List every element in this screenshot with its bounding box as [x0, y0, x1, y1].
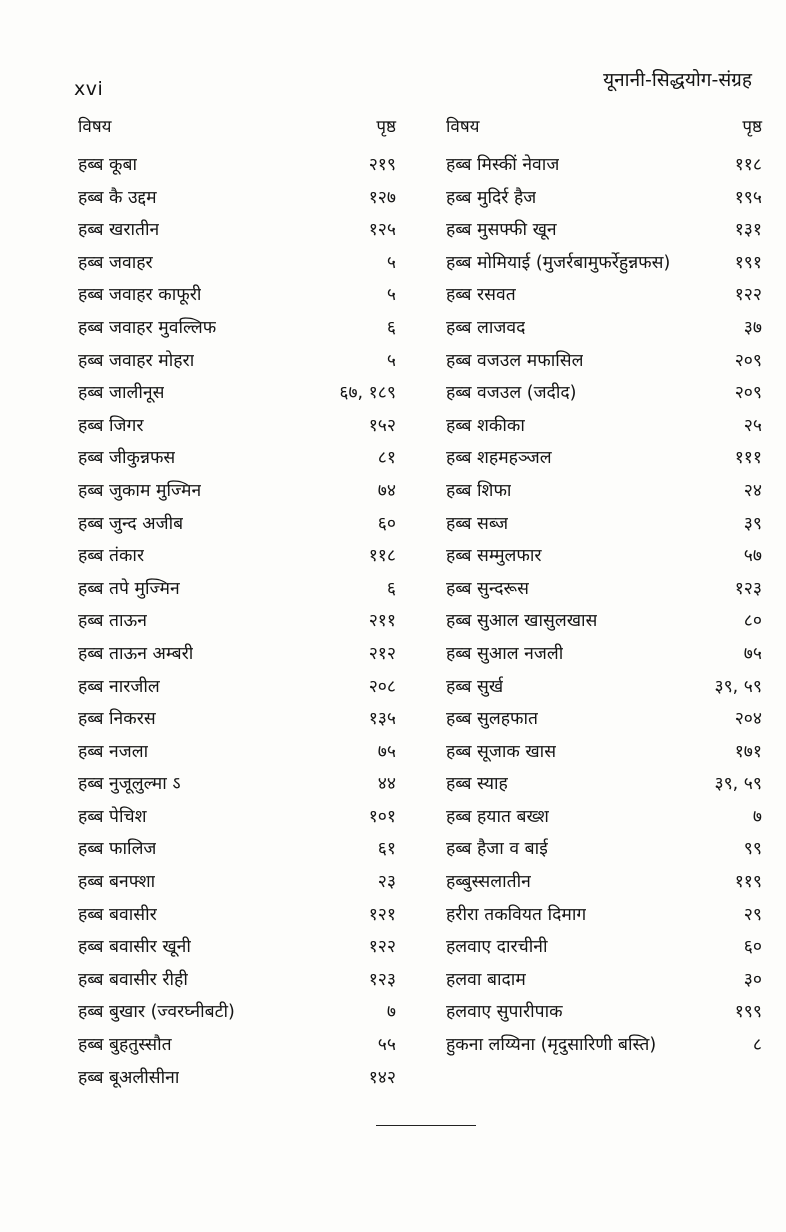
entry-name: हलवा बादाम: [446, 969, 526, 990]
column-header: [78, 114, 396, 152]
index-entry: [78, 674, 396, 707]
entry-page: १९१: [734, 252, 762, 273]
entry-page: ५: [386, 350, 396, 371]
index-entry: [78, 1032, 396, 1065]
entry-page: २०९: [734, 383, 762, 404]
index-entry: [78, 217, 396, 250]
entry-page: ६०: [743, 937, 762, 958]
index-entry: [78, 804, 396, 837]
entry-page: १३५: [368, 709, 396, 730]
entry-page: ३०: [743, 969, 762, 990]
entry-name: हब्ब जिगर: [78, 415, 144, 436]
index-entry: [78, 315, 396, 348]
index-entry: [446, 380, 762, 413]
entry-page: ५७: [743, 546, 762, 567]
entry-name: हब्ब तपे मुज्मिन: [78, 578, 180, 599]
entry-name: हब्ब रसवत: [446, 285, 516, 306]
entry-page: २११: [368, 611, 396, 632]
index-entry: [78, 511, 396, 544]
index-entry: [78, 413, 396, 446]
index-entry: [446, 771, 762, 804]
entry-page: ६१: [377, 839, 396, 860]
index-entry: [446, 576, 762, 609]
entry-page: १२७: [368, 187, 396, 208]
index-entry: [446, 999, 762, 1032]
index-entry: [446, 445, 762, 478]
index-entry: [446, 674, 762, 707]
index-entry: [78, 250, 396, 283]
entry-name: हब्ब मोमियाई (मुजर्रबामुफर्रेहुन्नफस): [446, 252, 671, 273]
entry-name: हलवाए सुपारीपाक: [446, 1002, 563, 1023]
entry-name: हब्ब मिस्कीं नेवाज: [446, 155, 560, 175]
index-entry: [78, 445, 396, 478]
index-entry: [78, 1065, 396, 1098]
index-entry: [78, 543, 396, 576]
entry-page: ११८: [368, 546, 396, 567]
entry-name: हब्ब हैजा व बाई: [446, 839, 548, 860]
index-entry: [78, 282, 396, 315]
entry-name: हुकना लय्यिना (मृदुसारिणी बस्ति): [446, 1035, 657, 1056]
entry-page: २३: [377, 872, 396, 893]
index-entry: [78, 380, 396, 413]
entry-page: ६०: [377, 513, 396, 534]
entry-page: १२२: [368, 937, 396, 958]
entry-name: हब्ब जवाहर मुवल्लिफ: [78, 317, 217, 338]
index-entry: [78, 739, 396, 772]
entry-page: १२१: [368, 904, 396, 925]
entry-page: १७१: [734, 741, 762, 762]
entry-page: १३१: [734, 220, 762, 241]
entry-page: १५२: [368, 415, 396, 436]
index-entry: [78, 771, 396, 804]
index-entry: [446, 869, 762, 902]
entry-page: १९५: [734, 187, 762, 208]
running-head: यूनानी-सिद्धयोग-संग्रह: [603, 69, 752, 91]
index-entry: [446, 152, 762, 185]
entry-name: हब्ब जालीनूस: [78, 383, 165, 404]
index-entry: [446, 641, 762, 674]
index-entry: [446, 706, 762, 739]
entry-name: हब्ब नारजील: [78, 676, 160, 697]
index-entry: [78, 999, 396, 1032]
index-entry: [78, 706, 396, 739]
entry-page: ७४: [377, 480, 396, 501]
index-entry: [78, 576, 396, 609]
entry-name: हब्ब मुसफ्फी खून: [446, 220, 557, 241]
entry-page: २९: [743, 904, 762, 925]
end-rule: [376, 1125, 476, 1126]
entry-name: हब्ब जवाहर काफूरी: [78, 285, 202, 306]
entry-name: हब्ब शहमहञ्जल: [446, 448, 552, 469]
entry-page: ३७: [743, 317, 762, 338]
entry-name: हब्ब लाजवद: [446, 317, 526, 338]
index-entry: [446, 1032, 762, 1065]
index-entry: [446, 934, 762, 967]
index-column-right: [446, 114, 762, 1065]
index-entry: [446, 413, 762, 446]
entry-page: १०१: [368, 806, 396, 827]
entry-page: २०४: [734, 709, 762, 730]
entry-name: हब्ब पेचिश: [78, 806, 147, 827]
entry-page: १२३: [734, 578, 762, 599]
index-entry: [446, 543, 762, 576]
index-entry: [446, 348, 762, 381]
entry-name: हब्ब बवासीर: [78, 904, 157, 925]
entry-page: १२३: [368, 969, 396, 990]
entry-page: ५५: [377, 1035, 396, 1056]
page-number: xvi: [74, 78, 104, 100]
entry-name: हब्ब बनफ्शा: [78, 872, 156, 893]
entry-name: हलवाए दारचीनी: [446, 937, 548, 958]
index-entry: [446, 250, 762, 283]
entry-page: २५: [743, 415, 762, 436]
entry-page: २०९: [734, 350, 762, 371]
entry-page: ७: [386, 1002, 396, 1023]
entry-page: ३९: [743, 513, 762, 534]
entry-page: ५: [386, 285, 396, 306]
entry-page: १२५: [368, 220, 396, 241]
entry-name: हब्ब सुन्दरूस: [446, 578, 529, 599]
entry-list-right: [446, 152, 762, 1065]
entry-page: ११९: [734, 872, 762, 893]
entry-name: हब्ब जवाहर मोहरा: [78, 350, 195, 371]
entry-name: हब्ब सुर्ख: [446, 676, 504, 697]
page-heading: पृष्ठ: [376, 117, 396, 137]
index-entry: [446, 315, 762, 348]
entry-name: हब्ब हयात बख्श: [446, 806, 549, 827]
entry-page: ७५: [377, 741, 396, 762]
subject-heading: विषय: [78, 117, 112, 137]
index-column-left: [78, 114, 396, 1097]
entry-page: ८: [752, 1035, 762, 1056]
entry-page: ८१: [377, 448, 396, 469]
entry-name: हब्ब स्याह: [446, 774, 508, 795]
entry-page: ६७, १८९: [339, 383, 396, 404]
index-entry: [446, 739, 762, 772]
entry-page: ३९, ५९: [714, 676, 762, 697]
entry-name: हब्ब बवासीर रीही: [78, 969, 188, 990]
entry-page: ३९, ५९: [714, 774, 762, 795]
entry-name: हब्ब बवासीर खूनी: [78, 937, 191, 958]
entry-page: ११८: [734, 155, 762, 175]
entry-name: हब्बुस्सलातीन: [446, 872, 531, 893]
index-entry: [446, 608, 762, 641]
index-entry: [446, 185, 762, 218]
entry-page: २०८: [368, 676, 396, 697]
index-entry: [78, 608, 396, 641]
entry-page: ६: [386, 317, 396, 338]
entry-name: हब्ब नुजूलुल्मा ऽ: [78, 774, 181, 795]
index-entry: [78, 934, 396, 967]
entry-page: २४: [743, 480, 762, 501]
entry-name: हब्ब फालिज: [78, 839, 157, 860]
index-entry: [78, 641, 396, 674]
index-entry: [78, 348, 396, 381]
index-entry: [446, 804, 762, 837]
entry-page: ५: [386, 252, 396, 273]
entry-name: हब्ब निकरस: [78, 709, 156, 730]
index-entry: [78, 152, 396, 185]
index-entry: [446, 511, 762, 544]
index-entry: [78, 967, 396, 1000]
entry-page: १११: [734, 448, 762, 469]
entry-page: १९९: [734, 1002, 762, 1023]
index-entry: [446, 282, 762, 315]
entry-name: हब्ब ताऊन: [78, 611, 147, 632]
entry-name: हब्ब बुखार (ज्वरघ्नीबटी): [78, 1002, 235, 1023]
entry-page: ७: [752, 806, 762, 827]
index-entry: [78, 869, 396, 902]
index-entry: [446, 836, 762, 869]
entry-name: हब्ब जीकुन्नफस: [78, 448, 176, 469]
entry-list-left: [78, 152, 396, 1097]
entry-name: हब्ब सब्ज: [446, 513, 509, 534]
entry-page: ९९: [743, 839, 762, 860]
entry-name: हब्ब सुआल खासुलखास: [446, 611, 598, 632]
entry-name: हब्ब वजउल (जदीद): [446, 383, 577, 404]
entry-name: हब्ब ताऊन अम्बरी: [78, 643, 194, 664]
entry-name: हब्ब सुलहफात: [446, 709, 538, 730]
entry-name: हब्ब सूजाक खास: [446, 741, 557, 762]
page-heading: पृष्ठ: [742, 117, 762, 137]
entry-name: हब्ब जवाहर: [78, 252, 153, 273]
entry-name: हब्ब मुदिर्र हैज: [446, 187, 537, 208]
entry-name: हब्ब बुहतुस्सौत: [78, 1035, 172, 1056]
entry-name: हब्ब बूअलीसीना: [78, 1067, 180, 1088]
entry-name: हब्ब सम्मुलफार: [446, 546, 542, 567]
entry-name: हब्ब जुकाम मुज्मिन: [78, 480, 202, 501]
entry-page: १४२: [368, 1067, 396, 1088]
index-entry: [78, 185, 396, 218]
entry-name: हब्ब कूबा: [78, 155, 137, 175]
entry-name: हब्ब नजला: [78, 741, 149, 762]
entry-name: हब्ब तंकार: [78, 546, 145, 567]
index-entry: [446, 902, 762, 935]
entry-page: ६: [386, 578, 396, 599]
index-entry: [78, 478, 396, 511]
index-entry: [446, 217, 762, 250]
entry-name: हब्ब जुन्द अजीब: [78, 513, 184, 534]
entry-name: हब्ब शकीका: [446, 415, 525, 436]
entry-page: २१२: [368, 643, 396, 664]
index-entry: [78, 836, 396, 869]
entry-name: हब्ब वजउल मफासिल: [446, 350, 584, 371]
entry-page: १२२: [734, 285, 762, 306]
entry-name: हब्ब शिफा: [446, 480, 512, 501]
entry-page: ८०: [743, 611, 762, 632]
subject-heading: विषय: [446, 117, 480, 137]
column-header: [446, 114, 762, 152]
entry-page: ४४: [377, 774, 396, 795]
index-entry: [446, 967, 762, 1000]
entry-name: हब्ब कै उद्दम: [78, 187, 157, 208]
entry-page: ७५: [743, 643, 762, 664]
entry-name: हब्ब खरातीन: [78, 220, 160, 241]
index-entry: [446, 478, 762, 511]
entry-name: हब्ब सुआल नजली: [446, 643, 564, 664]
entry-name: हरीरा तकवियत दिमाग: [446, 904, 587, 925]
index-entry: [78, 902, 396, 935]
entry-page: २१९: [368, 155, 396, 175]
